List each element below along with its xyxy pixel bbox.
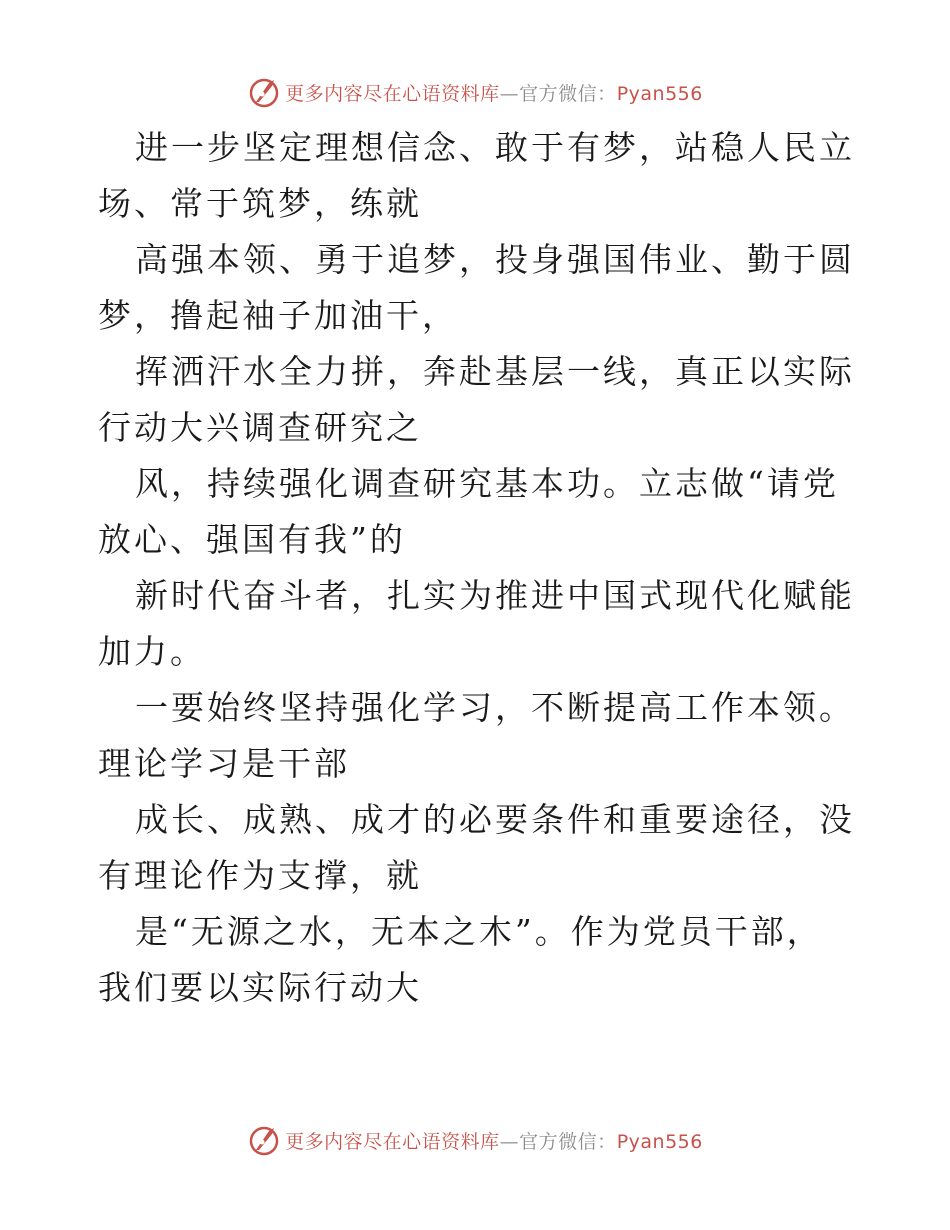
paragraph-line: 成长、成熟、成才的必要条件和重要途径，没有理论作为支撑，就 [98, 800, 855, 895]
header-banner [0, 72, 950, 112]
paragraph-line: 风，持续强化调查研究基本功。立志做“请党放心、强国有我”的 [98, 464, 839, 559]
header-site-text: 更多内容尽在心语资料库 [285, 82, 500, 105]
paragraph-line: 一要始终坚持强化学习，不断提高工作本领。理论学习是干部 [98, 688, 855, 783]
header-wechat-id: Pyan556 [616, 82, 703, 105]
quill-pen-logo-icon [247, 75, 281, 109]
quill-pen-logo-icon [247, 1123, 281, 1157]
header-dash: — [499, 82, 520, 105]
header-banner-text [285, 79, 703, 106]
footer-banner-text [285, 1127, 703, 1154]
paragraph-line: 新时代奋斗者，扎实为推进中国式现代化赋能加力。 [98, 576, 855, 671]
footer-wechat-label: 官方微信： [519, 1130, 617, 1153]
document-body [98, 120, 858, 1016]
footer-dash: — [499, 1130, 520, 1153]
footer-site-text: 更多内容尽在心语资料库 [285, 1130, 500, 1153]
paragraph-line: 高强本领、勇于追梦，投身强国伟业、勤于圆梦，撸起袖子加油干， [98, 240, 855, 335]
footer-banner [0, 1120, 950, 1160]
paragraph-line: 挥洒汗水全力拼，奔赴基层一线，真正以实际行动大兴调查研究之 [98, 352, 855, 447]
paragraph-line: 是“无源之水，无本之木”。作为党员干部，我们要以实际行动大 [98, 912, 823, 1007]
header-wechat-label: 官方微信： [519, 82, 617, 105]
paragraph-line: 进一步坚定理想信念、敢于有梦，站稳人民立场、常于筑梦，练就 [98, 128, 855, 223]
footer-wechat-id: Pyan556 [616, 1130, 703, 1153]
